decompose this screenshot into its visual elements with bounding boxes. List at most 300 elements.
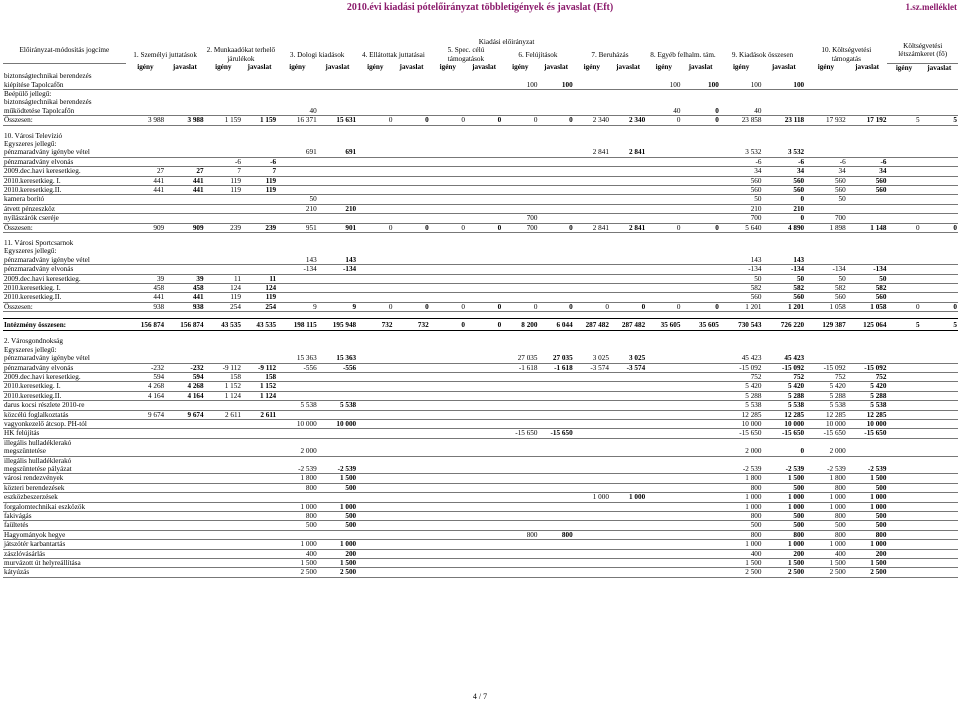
igeny-cell: -15 092 <box>805 363 847 372</box>
row-label: megszüntetése <box>3 447 126 456</box>
igeny-cell <box>887 391 920 400</box>
igeny-cell: 3 988 <box>126 116 165 125</box>
column-header: 4. Ellátottak juttatásai <box>361 50 425 59</box>
igeny-cell: 5 <box>887 319 920 331</box>
javaslat-cell <box>242 512 277 521</box>
igeny-cell <box>430 474 466 483</box>
igeny-cell: 560 <box>720 176 763 185</box>
igeny-cell <box>357 274 393 283</box>
javaslat-cell <box>610 186 646 195</box>
javaslat-cell: 560 <box>762 293 805 302</box>
igeny-cell: 2 841 <box>574 223 610 232</box>
javaslat-cell <box>921 157 958 166</box>
igeny-cell <box>205 521 242 530</box>
igeny-cell <box>574 176 610 185</box>
javaslat-cell <box>165 81 204 90</box>
igeny-cell <box>205 483 242 492</box>
table-row <box>3 132 958 140</box>
igeny-cell <box>887 265 920 274</box>
igeny-cell <box>126 465 165 474</box>
igeny-cell <box>646 391 681 400</box>
javaslat-cell <box>538 502 573 511</box>
igeny-cell: 800 <box>720 512 763 521</box>
igeny-cell <box>430 157 466 166</box>
igeny-cell <box>430 372 466 381</box>
igeny-cell: 119 <box>205 176 242 185</box>
igeny-cell: 560 <box>805 176 847 185</box>
column-header: 3. Dologi kiadások <box>289 50 345 59</box>
javaslat-cell <box>165 540 204 549</box>
javaslat-cell: 3 532 <box>762 148 805 157</box>
igeny-cell <box>887 204 920 213</box>
igeny-cell <box>430 568 466 577</box>
row-label: átvett pénzeszköz <box>3 204 126 213</box>
javaslat-cell <box>847 214 888 223</box>
javaslat-cell <box>393 176 429 185</box>
igeny-subheader: igény <box>817 63 835 72</box>
javaslat-cell <box>921 148 958 157</box>
javaslat-cell: 582 <box>762 284 805 293</box>
table-row <box>3 502 958 511</box>
igeny-cell <box>357 530 393 539</box>
javaslat-cell <box>165 107 204 116</box>
igeny-cell <box>357 382 393 391</box>
javaslat-cell: 594 <box>165 372 204 381</box>
letszamkeret-header: Költségvetési létszámkeret (fő) <box>887 38 958 63</box>
igeny-cell: -2 539 <box>720 465 763 474</box>
javaslat-cell: 27 <box>165 167 204 176</box>
javaslat-cell <box>538 195 573 204</box>
javaslat-cell <box>318 214 357 223</box>
table-row <box>3 116 958 125</box>
javaslat-cell: 0 <box>762 447 805 456</box>
javaslat-subheader: javaslat <box>325 63 350 72</box>
igeny-cell: 1 000 <box>720 502 763 511</box>
igeny-cell: 691 <box>277 148 318 157</box>
javaslat-cell <box>847 354 888 363</box>
table-row <box>3 401 958 410</box>
javaslat-cell <box>681 465 719 474</box>
javaslat-cell <box>393 354 429 363</box>
javaslat-cell <box>165 401 204 410</box>
igeny-cell: 7 <box>205 167 242 176</box>
igeny-cell <box>887 530 920 539</box>
row-label: biztonságtechnikai berendezés <box>4 72 92 81</box>
table-row <box>3 530 958 539</box>
igeny-cell: 800 <box>720 530 763 539</box>
javaslat-cell <box>393 493 429 502</box>
table-row <box>3 284 958 293</box>
javaslat-cell <box>242 447 277 456</box>
javaslat-cell: 1 152 <box>242 382 277 391</box>
igeny-cell: -15 650 <box>502 429 538 438</box>
table-row <box>3 98 958 106</box>
igeny-cell <box>357 167 393 176</box>
javaslat-subheader: javaslat <box>771 63 796 72</box>
igeny-cell <box>357 429 393 438</box>
igeny-cell <box>205 465 242 474</box>
igeny-cell <box>430 502 466 511</box>
igeny-cell <box>574 372 610 381</box>
javaslat-cell <box>681 256 719 265</box>
igeny-cell <box>430 354 466 363</box>
igeny-cell <box>887 363 920 372</box>
row-label: 2010.keresetkieg.II. <box>3 186 126 195</box>
igeny-cell <box>357 493 393 502</box>
javaslat-cell <box>610 401 646 410</box>
javaslat-cell <box>165 148 204 157</box>
igeny-cell <box>646 354 681 363</box>
igeny-cell: 2 611 <box>205 410 242 419</box>
column-header: 5. Spec. célú támogatások <box>447 46 485 63</box>
javaslat-cell: -15 092 <box>847 363 888 372</box>
javaslat-cell <box>921 549 958 558</box>
igeny-cell: -134 <box>720 265 763 274</box>
table-row <box>3 140 958 148</box>
igeny-cell <box>126 265 165 274</box>
javaslat-cell <box>318 447 357 456</box>
igeny-cell <box>205 429 242 438</box>
javaslat-cell <box>393 214 429 223</box>
javaslat-cell: 0 <box>538 116 573 125</box>
igeny-cell: 1 800 <box>720 474 763 483</box>
igeny-cell <box>574 410 610 419</box>
javaslat-cell <box>681 447 719 456</box>
javaslat-cell <box>165 502 204 511</box>
igeny-cell <box>430 363 466 372</box>
igeny-cell <box>126 559 165 568</box>
igeny-cell: 0 <box>646 116 681 125</box>
igeny-cell <box>646 559 681 568</box>
igeny-cell <box>126 483 165 492</box>
javaslat-cell <box>318 107 357 116</box>
row-label: Hagyományok hegye <box>3 530 126 539</box>
javaslat-cell <box>681 382 719 391</box>
igeny-cell: 560 <box>720 293 763 302</box>
javaslat-cell: -556 <box>318 363 357 372</box>
igeny-cell <box>574 214 610 223</box>
javaslat-cell <box>393 274 429 283</box>
igeny-cell <box>646 540 681 549</box>
row-label: pénzmaradvány elvonás <box>3 157 126 166</box>
igeny-cell: 3 532 <box>720 148 763 157</box>
igeny-cell: -15 650 <box>805 429 847 438</box>
javaslat-cell <box>921 265 958 274</box>
table-row <box>3 559 958 568</box>
javaslat-cell: 0 <box>610 302 646 311</box>
javaslat-cell <box>466 401 502 410</box>
javaslat-cell <box>921 363 958 372</box>
igeny-cell: 2 841 <box>574 148 610 157</box>
igeny-cell: 1 000 <box>277 540 318 549</box>
javaslat-cell <box>921 502 958 511</box>
javaslat-cell <box>681 559 719 568</box>
javaslat-cell <box>681 429 719 438</box>
igeny-cell: 560 <box>805 186 847 195</box>
igeny-cell <box>430 176 466 185</box>
igeny-subheader: igény <box>732 63 750 72</box>
javaslat-cell: 2 500 <box>847 568 888 577</box>
javaslat-cell <box>393 410 429 419</box>
javaslat-subheader: javaslat <box>855 63 880 72</box>
javaslat-cell <box>610 157 646 166</box>
javaslat-cell: 2 340 <box>610 116 646 125</box>
javaslat-cell <box>538 474 573 483</box>
igeny-cell: 40 <box>720 107 763 116</box>
igeny-cell <box>502 521 538 530</box>
igeny-cell <box>646 521 681 530</box>
javaslat-cell <box>393 401 429 410</box>
igeny-cell <box>430 559 466 568</box>
javaslat-cell <box>610 483 646 492</box>
javaslat-cell: 119 <box>242 176 277 185</box>
igeny-cell: 800 <box>277 483 318 492</box>
igeny-cell: 50 <box>805 274 847 283</box>
igeny-cell: 9 674 <box>126 410 165 419</box>
igeny-cell <box>887 465 920 474</box>
javaslat-cell: 2 500 <box>318 568 357 577</box>
javaslat-cell: 124 <box>242 284 277 293</box>
row-label: 10. Városi Televízió <box>4 131 63 140</box>
javaslat-cell <box>610 530 646 539</box>
igeny-cell <box>430 256 466 265</box>
javaslat-cell <box>318 186 357 195</box>
javaslat-cell <box>242 540 277 549</box>
javaslat-cell <box>921 176 958 185</box>
igeny-cell: 700 <box>502 223 538 232</box>
javaslat-cell <box>165 512 204 521</box>
igeny-cell <box>887 502 920 511</box>
row-label: játszótér karbantartás <box>3 540 126 549</box>
javaslat-cell <box>610 204 646 213</box>
javaslat-cell <box>242 148 277 157</box>
javaslat-cell <box>393 284 429 293</box>
javaslat-cell: 500 <box>318 521 357 530</box>
javaslat-cell <box>610 372 646 381</box>
javaslat-cell <box>466 419 502 428</box>
igeny-cell <box>805 204 847 213</box>
table-row <box>3 429 958 438</box>
igeny-cell <box>646 419 681 428</box>
igeny-cell <box>277 391 318 400</box>
igeny-cell <box>887 410 920 419</box>
igeny-cell: -3 574 <box>574 363 610 372</box>
javaslat-cell <box>466 81 502 90</box>
igeny-cell: 35 605 <box>646 319 681 331</box>
javaslat-cell <box>921 568 958 577</box>
javaslat-cell: 143 <box>318 256 357 265</box>
igeny-cell: 1 000 <box>805 540 847 549</box>
javaslat-cell <box>538 410 573 419</box>
javaslat-cell <box>681 372 719 381</box>
javaslat-cell <box>538 284 573 293</box>
igeny-cell <box>430 419 466 428</box>
table-row <box>3 186 958 195</box>
igeny-cell <box>430 465 466 474</box>
javaslat-cell: 2 500 <box>762 568 805 577</box>
javaslat-cell <box>538 549 573 558</box>
igeny-cell: 50 <box>720 274 763 283</box>
igeny-cell <box>430 382 466 391</box>
igeny-cell <box>646 256 681 265</box>
igeny-cell <box>574 167 610 176</box>
javaslat-cell: 500 <box>318 512 357 521</box>
igeny-cell <box>502 410 538 419</box>
table-row <box>3 447 958 456</box>
igeny-cell <box>646 204 681 213</box>
igeny-cell <box>887 493 920 502</box>
javaslat-cell: 0 <box>466 319 502 331</box>
kiadasi-eloiranyzat-header: Kiadási előirányzat <box>478 38 535 46</box>
table-row <box>3 223 958 232</box>
igeny-cell <box>277 274 318 283</box>
javaslat-cell: 0 <box>393 302 429 311</box>
javaslat-cell <box>921 167 958 176</box>
javaslat-cell <box>921 474 958 483</box>
javaslat-cell: 5 420 <box>847 382 888 391</box>
javaslat-cell <box>318 391 357 400</box>
javaslat-cell <box>538 204 573 213</box>
javaslat-cell <box>921 493 958 502</box>
javaslat-cell <box>165 549 204 558</box>
igeny-cell <box>887 401 920 410</box>
igeny-cell <box>574 559 610 568</box>
igeny-cell: 0 <box>357 302 393 311</box>
javaslat-cell <box>393 204 429 213</box>
table-row <box>3 391 958 400</box>
igeny-cell: 800 <box>277 512 318 521</box>
igeny-cell <box>430 214 466 223</box>
row-label: Beépülő jellegű: <box>4 89 52 98</box>
javaslat-cell <box>242 265 277 274</box>
javaslat-cell <box>847 447 888 456</box>
igeny-cell <box>502 256 538 265</box>
table-row <box>3 256 958 265</box>
igeny-cell <box>357 540 393 549</box>
igeny-cell <box>277 176 318 185</box>
javaslat-cell <box>847 148 888 157</box>
javaslat-cell <box>921 81 958 90</box>
igeny-cell: 0 <box>502 116 538 125</box>
igeny-cell: 5 <box>887 116 920 125</box>
javaslat-cell: 12 285 <box>847 410 888 419</box>
javaslat-cell: -6 <box>847 157 888 166</box>
igeny-cell <box>574 265 610 274</box>
igeny-cell <box>205 204 242 213</box>
javaslat-cell <box>921 512 958 521</box>
javaslat-cell: 39 <box>165 274 204 283</box>
igeny-cell <box>646 502 681 511</box>
igeny-subheader: igény <box>215 63 232 72</box>
igeny-cell <box>502 559 538 568</box>
igeny-cell <box>277 293 318 302</box>
igeny-subheader: igény <box>895 63 913 72</box>
igeny-cell: 4 268 <box>126 382 165 391</box>
javaslat-cell: 15 631 <box>318 116 357 125</box>
igeny-cell <box>430 540 466 549</box>
javaslat-cell <box>242 429 277 438</box>
igeny-cell: 1 500 <box>805 559 847 568</box>
igeny-cell: 0 <box>646 223 681 232</box>
javaslat-cell <box>466 363 502 372</box>
javaslat-cell: 7 <box>242 167 277 176</box>
row-label: eszközbeszerzések <box>3 493 126 502</box>
igeny-cell: 119 <box>205 293 242 302</box>
igeny-cell <box>126 204 165 213</box>
javaslat-cell <box>393 429 429 438</box>
javaslat-cell: -134 <box>762 265 805 274</box>
igeny-cell <box>430 195 466 204</box>
javaslat-cell: 0 <box>762 214 805 223</box>
igeny-cell: 12 285 <box>805 410 847 419</box>
igeny-cell <box>646 186 681 195</box>
javaslat-cell <box>466 107 502 116</box>
igeny-cell: 198 115 <box>277 319 318 331</box>
igeny-cell <box>126 474 165 483</box>
igeny-cell <box>646 401 681 410</box>
javaslat-cell: 5 <box>921 319 958 331</box>
javaslat-cell <box>921 274 958 283</box>
javaslat-cell <box>242 81 277 90</box>
igeny-cell: 1 500 <box>277 559 318 568</box>
javaslat-cell <box>242 465 277 474</box>
igeny-cell <box>502 474 538 483</box>
javaslat-cell: 125 064 <box>847 319 888 331</box>
igeny-cell <box>805 107 847 116</box>
igeny-cell: 400 <box>720 549 763 558</box>
javaslat-cell: 691 <box>318 148 357 157</box>
javaslat-cell <box>318 530 357 539</box>
javaslat-cell: 0 <box>466 116 502 125</box>
igeny-cell: 1 000 <box>574 493 610 502</box>
javaslat-cell: 119 <box>242 293 277 302</box>
javaslat-cell: 6 044 <box>538 319 573 331</box>
javaslat-cell <box>681 483 719 492</box>
igeny-cell <box>357 81 393 90</box>
javaslat-cell <box>681 265 719 274</box>
igeny-cell: 0 <box>430 116 466 125</box>
igeny-cell: 0 <box>357 223 393 232</box>
table-row <box>3 438 958 447</box>
javaslat-cell: 1 000 <box>847 493 888 502</box>
row-label: murvázott út helyreállítása <box>3 559 126 568</box>
javaslat-cell <box>318 410 357 419</box>
igeny-cell <box>205 81 242 90</box>
igeny-cell <box>205 447 242 456</box>
igeny-cell <box>126 502 165 511</box>
igeny-cell <box>646 410 681 419</box>
javaslat-cell <box>847 107 888 116</box>
javaslat-cell: 2 611 <box>242 410 277 419</box>
igeny-cell <box>205 256 242 265</box>
igeny-cell <box>126 429 165 438</box>
javaslat-cell <box>921 195 958 204</box>
igeny-cell <box>646 530 681 539</box>
igeny-cell: 0 <box>430 319 466 331</box>
javaslat-cell <box>393 483 429 492</box>
igeny-cell: 594 <box>126 372 165 381</box>
javaslat-cell: 4 164 <box>165 391 204 400</box>
javaslat-cell: 1 201 <box>762 302 805 311</box>
igeny-cell: 0 <box>887 223 920 232</box>
javaslat-cell: 35 605 <box>681 319 719 331</box>
igeny-cell <box>574 81 610 90</box>
table-row <box>3 148 958 157</box>
javaslat-cell <box>165 195 204 204</box>
igeny-cell <box>887 176 920 185</box>
javaslat-cell <box>165 265 204 274</box>
javaslat-cell <box>538 274 573 283</box>
